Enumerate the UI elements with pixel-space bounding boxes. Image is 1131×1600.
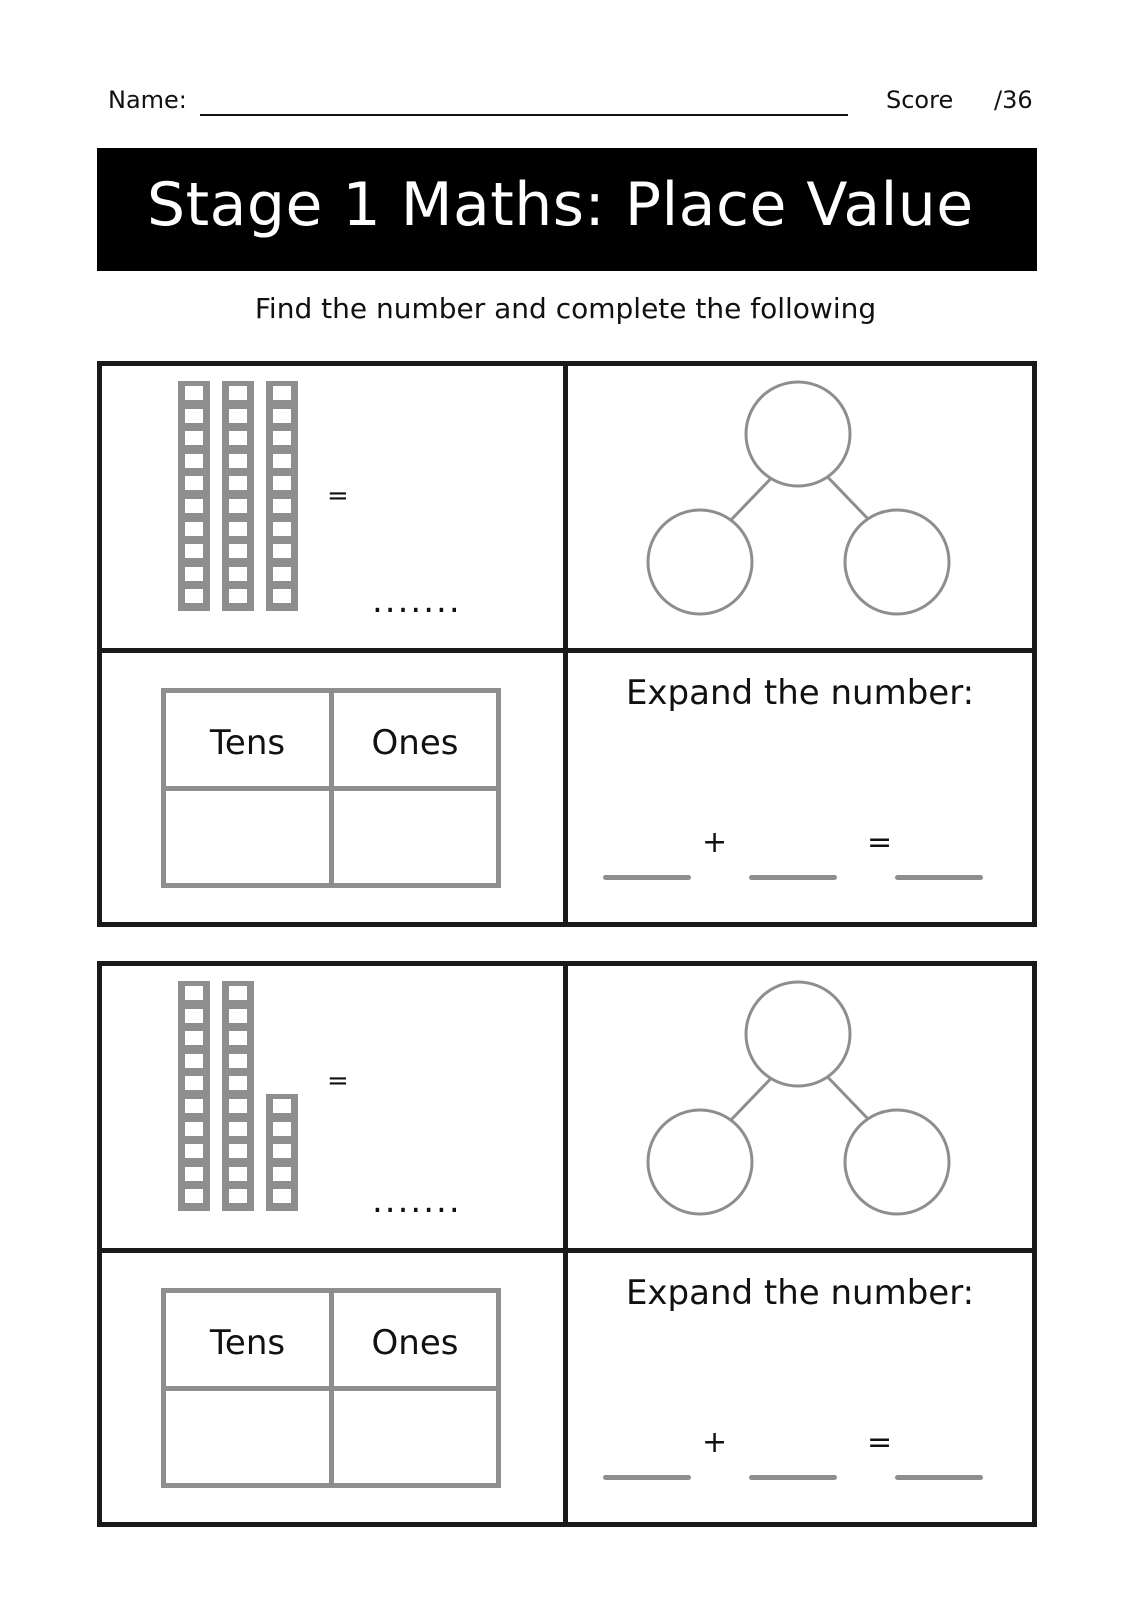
tens-rod xyxy=(222,381,254,611)
unit-cube xyxy=(185,567,203,581)
unit-cube xyxy=(185,499,203,513)
name-field[interactable] xyxy=(200,114,848,116)
answer-field[interactable]: ....... xyxy=(372,581,462,621)
unit-cube xyxy=(273,1167,291,1181)
unit-cube xyxy=(185,522,203,536)
part-whole-diagram xyxy=(568,966,1032,1248)
instructions: Find the number and complete the following xyxy=(254,292,877,325)
equals-sign: = xyxy=(327,481,349,511)
unit-cube xyxy=(185,1076,203,1090)
unit-cube xyxy=(273,409,291,423)
unit-cube xyxy=(185,1167,203,1181)
table-divider xyxy=(166,786,496,791)
part-circle xyxy=(648,510,752,614)
part-circle xyxy=(845,510,949,614)
unit-cube xyxy=(229,431,247,445)
unit-cube xyxy=(273,522,291,536)
unit-cube xyxy=(185,431,203,445)
unit-cube xyxy=(185,1189,203,1203)
part-whole-cell xyxy=(568,366,1032,648)
unit-cube xyxy=(185,986,203,1000)
unit-cube xyxy=(229,1031,247,1045)
worksheet-header xyxy=(108,82,1048,122)
unit-cube xyxy=(185,1031,203,1045)
whole-circle xyxy=(746,382,850,486)
unit-cube xyxy=(185,409,203,423)
unit-cube xyxy=(273,1144,291,1158)
unit-cube xyxy=(273,431,291,445)
ones-blank[interactable] xyxy=(749,1475,837,1480)
answer-field[interactable]: ....... xyxy=(372,1181,462,1221)
tens-blank[interactable] xyxy=(603,1475,691,1480)
expand-cell xyxy=(568,1253,1032,1522)
unit-cube xyxy=(229,1076,247,1090)
unit-cube xyxy=(273,589,291,603)
unit-cube xyxy=(185,1144,203,1158)
table-divider xyxy=(166,1386,496,1391)
unit-cube xyxy=(229,986,247,1000)
tens-header: Tens xyxy=(209,723,286,763)
base-ten-blocks-cell xyxy=(102,366,563,648)
equals-sign: = xyxy=(867,825,893,860)
ones-header: Ones xyxy=(371,1323,459,1363)
name-label: Name: xyxy=(108,86,187,114)
place-value-table xyxy=(161,688,501,888)
unit-cube xyxy=(185,454,203,468)
ones-column xyxy=(266,1094,298,1211)
unit-cube xyxy=(185,1122,203,1136)
unit-cube xyxy=(185,544,203,558)
page-title: Stage 1 Maths: Place Value xyxy=(147,170,974,240)
plus-sign: + xyxy=(702,825,728,860)
tens-rod xyxy=(222,981,254,1211)
base-ten-blocks-cell xyxy=(102,966,563,1248)
part-circle xyxy=(648,1110,752,1214)
unit-cube xyxy=(185,1009,203,1023)
unit-cube xyxy=(185,476,203,490)
unit-cube xyxy=(273,386,291,400)
whole-circle xyxy=(746,982,850,1086)
unit-cube xyxy=(229,522,247,536)
unit-cube xyxy=(185,1099,203,1113)
unit-cube xyxy=(229,544,247,558)
unit-cube xyxy=(229,454,247,468)
unit-cube xyxy=(229,386,247,400)
unit-cube xyxy=(229,1009,247,1023)
unit-cube xyxy=(273,1122,291,1136)
part-whole-diagram xyxy=(568,366,1032,648)
ones-header: Ones xyxy=(371,723,459,763)
unit-cube xyxy=(229,1167,247,1181)
unit-cube xyxy=(273,567,291,581)
place-value-table xyxy=(161,1288,501,1488)
expand-title: Expand the number: xyxy=(625,1273,975,1313)
total-blank[interactable] xyxy=(895,875,983,880)
problem-1 xyxy=(97,361,1037,927)
part-circle xyxy=(845,1110,949,1214)
score-label: Score xyxy=(886,86,954,114)
tens-rod xyxy=(178,381,210,611)
unit-cube xyxy=(229,1054,247,1068)
unit-cube xyxy=(229,1144,247,1158)
plus-sign: + xyxy=(702,1425,728,1460)
tens-blank[interactable] xyxy=(603,875,691,880)
place-value-cell xyxy=(102,653,563,922)
unit-cube xyxy=(273,1099,291,1113)
tens-rod xyxy=(178,981,210,1211)
part-whole-cell xyxy=(568,966,1032,1248)
place-value-cell xyxy=(102,1253,563,1522)
unit-cube xyxy=(273,1189,291,1203)
expand-cell xyxy=(568,653,1032,922)
unit-cube xyxy=(229,589,247,603)
unit-cube xyxy=(273,499,291,513)
unit-cube xyxy=(229,499,247,513)
unit-cube xyxy=(185,589,203,603)
equals-sign: = xyxy=(867,1425,893,1460)
unit-cube xyxy=(229,1122,247,1136)
score-total: /36 xyxy=(994,86,1033,114)
problem-2 xyxy=(97,961,1037,1527)
unit-cube xyxy=(185,386,203,400)
expand-title: Expand the number: xyxy=(625,673,975,713)
total-blank[interactable] xyxy=(895,1475,983,1480)
tens-header: Tens xyxy=(209,1323,286,1363)
unit-cube xyxy=(229,567,247,581)
unit-cube xyxy=(273,544,291,558)
unit-cube xyxy=(229,1189,247,1203)
equals-sign: = xyxy=(327,1066,349,1096)
ones-blank[interactable] xyxy=(749,875,837,880)
unit-cube xyxy=(273,454,291,468)
unit-cube xyxy=(229,476,247,490)
unit-cube xyxy=(185,1054,203,1068)
title-banner xyxy=(97,148,1037,271)
tens-rod xyxy=(266,381,298,611)
unit-cube xyxy=(229,1099,247,1113)
unit-cube xyxy=(229,409,247,423)
unit-cube xyxy=(273,476,291,490)
